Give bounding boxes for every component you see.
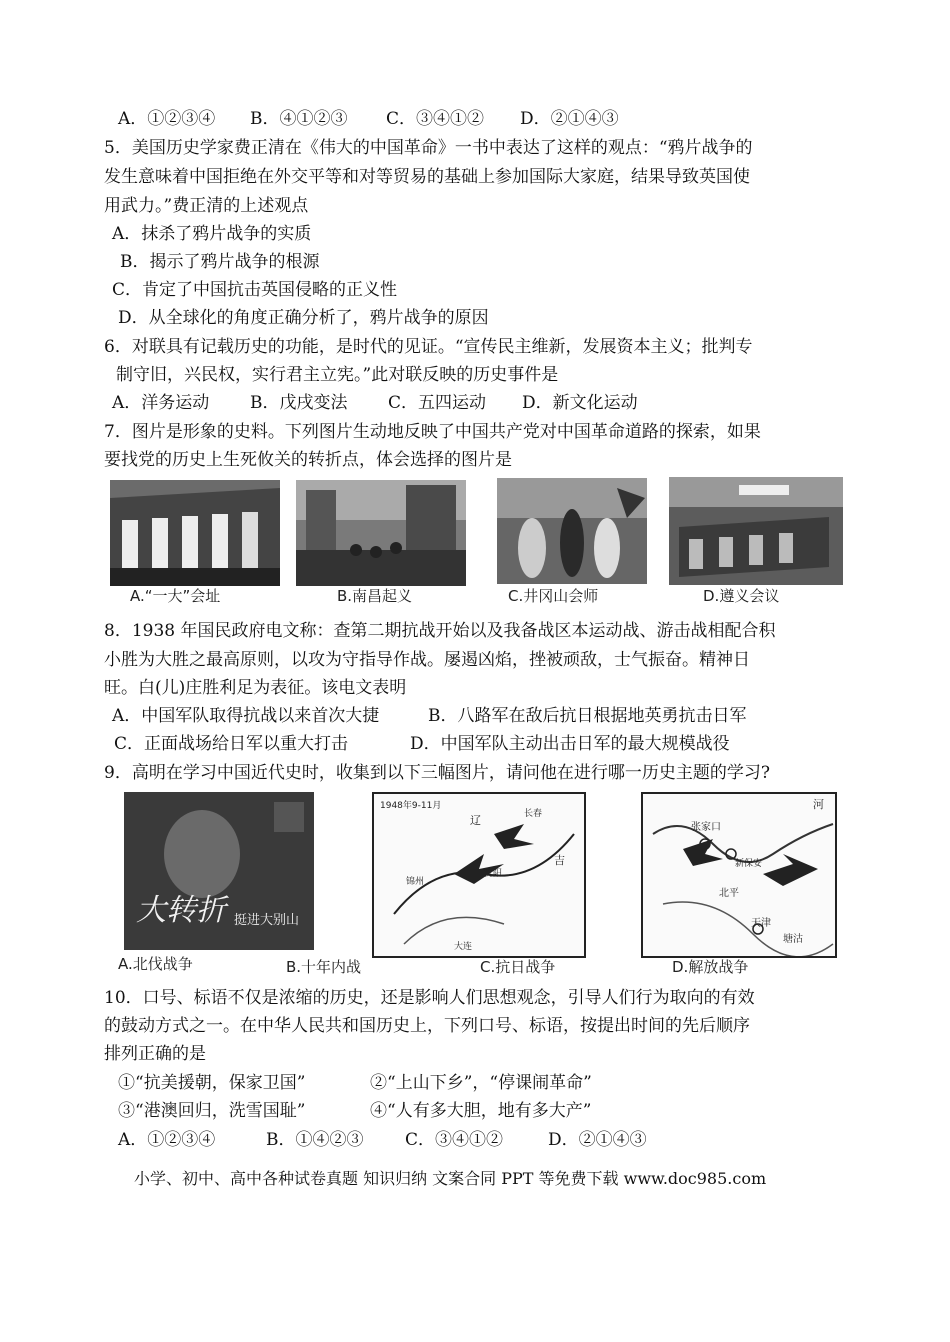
q7-stem-line-1: 7．图片是形象的史料。下列图片生动地反映了中国共产党对中国革命道路的探索，如果 bbox=[104, 422, 761, 442]
q9-stem: 9．高明在学习中国近代史时，收集到以下三幅图片，请问他在进行哪一历史主题的学习? bbox=[104, 763, 770, 783]
q9-map-c-label-2: 新保安 bbox=[735, 859, 763, 869]
q7-caption-d: D.遵义会议 bbox=[703, 587, 780, 605]
q6-option-d: D．新文化运动 bbox=[522, 393, 638, 413]
q10-option-c: C．③④①② bbox=[405, 1130, 504, 1150]
q9-map-c-label-4: 天津 bbox=[751, 918, 771, 929]
q6-option-b: B．戊戌变法 bbox=[250, 393, 348, 413]
q9-map-b-label-4: 辽 bbox=[470, 814, 481, 827]
q5-stem-line-1: 5．美国历史学家费正清在《伟大的中国革命》一书中表达了这样的观点：“鸦片战争的 bbox=[104, 138, 753, 158]
q5-option-b: B．揭示了鸦片战争的根源 bbox=[120, 252, 320, 272]
q5-option-a: A．抹杀了鸦片战争的实质 bbox=[112, 224, 312, 244]
q9-map-b-date: 1948年9-11月 bbox=[380, 801, 442, 811]
q4-option-c: C．③④①② bbox=[386, 109, 485, 129]
q4-option-b: B．④①②③ bbox=[250, 109, 348, 129]
q9-map-b-label-5: 吉 bbox=[554, 854, 565, 867]
q5-option-d: D．从全球化的角度正确分析了，鸦片战争的原因 bbox=[118, 308, 489, 328]
q9-map-b-liaoshen bbox=[372, 792, 586, 958]
q7-caption-a: A.“一大”会址 bbox=[130, 587, 221, 605]
q9-map-b-label-1: 锦州 bbox=[406, 877, 425, 887]
q6-option-c: C．五四运动 bbox=[388, 393, 487, 413]
q9-poster-subtitle: 挺进大别山 bbox=[234, 913, 300, 928]
q6-stem-line-2: 制守旧，兴民权，实行君主立宪。”此对联反映的历史事件是 bbox=[116, 365, 559, 385]
q4-option-d: D．②①④③ bbox=[520, 109, 619, 129]
q9-map-c-label-6: 河 bbox=[813, 798, 824, 811]
q9-caption-a: A.北伐战争 bbox=[118, 955, 193, 973]
q10-option-d: D．②①④③ bbox=[548, 1130, 647, 1150]
q7-caption-b: B.南昌起义 bbox=[337, 587, 413, 605]
q9-map-c-pingjin bbox=[641, 792, 837, 958]
q9-map-c-label-1: 张家口 bbox=[691, 822, 721, 833]
q10-stem-line-3: 排列正确的是 bbox=[104, 1044, 206, 1064]
q10-stem-line-2: 的鼓动方式之一。在中华人民共和国历史上，下列口号、标语，按提出时间的先后顺序 bbox=[104, 1016, 750, 1036]
q8-option-d: D．中国军队主动出击日军的最大规模战役 bbox=[410, 734, 730, 754]
q10-item-2: ②“上山下乡”，“停课闹革命” bbox=[370, 1073, 592, 1093]
q5-option-c: C．肯定了中国抗击英国侵略的正义性 bbox=[112, 280, 398, 300]
q7-photo-c-jinggangshan-meeting bbox=[497, 478, 647, 584]
q9-map-b-label-6: 大连 bbox=[454, 942, 473, 952]
q10-option-a: A．①②③④ bbox=[118, 1130, 216, 1150]
q5-stem-line-2: 发生意味着中国拒绝在外交平等和对等贸易的基础上参加国际大家庭，结果导致英国使 bbox=[104, 167, 750, 187]
q9-poster-title: 大转折 bbox=[136, 893, 226, 928]
q10-item-1: ①“抗美援朝，保家卫国” bbox=[118, 1073, 306, 1093]
q9-caption-c: C.抗日战争 bbox=[480, 958, 556, 976]
q9-map-b-label-2: 沈阳 bbox=[484, 869, 503, 879]
q9-map-b-label-3: 长春 bbox=[524, 809, 543, 819]
q10-item-4: ④“人有多大胆，地有多大产” bbox=[370, 1101, 592, 1121]
q10-option-b: B．①④②③ bbox=[266, 1130, 364, 1150]
q6-stem-line-1: 6．对联具有记载历史的功能，是时代的见证。“宣传民主维新，发展资本主义；批判专 bbox=[104, 337, 753, 357]
q9-map-c-label-3: 北平 bbox=[719, 888, 739, 899]
q5-stem-line-3: 用武力。”费正清的上述观点 bbox=[104, 196, 309, 216]
q8-stem-line-3: 旺。白(儿)庄胜利足为表征。该电文表明 bbox=[104, 678, 407, 698]
q7-stem-line-2: 要找党的历史上生死攸关的转折点，体会选择的图片是 bbox=[104, 450, 512, 470]
q9-map-c-label-5: 塘沽 bbox=[783, 934, 803, 945]
q4-option-a: A．①②③④ bbox=[118, 109, 216, 129]
q10-stem-line-1: 10．口号、标语不仅是浓缩的历史，还是影响人们思想观念，引导人们行为取向的有效 bbox=[104, 988, 755, 1008]
q7-photo-a-yida-site bbox=[110, 480, 280, 586]
q6-option-a: A．洋务运动 bbox=[112, 393, 210, 413]
q8-option-b: B．八路军在敌后抗日根据地英勇抗击日军 bbox=[428, 706, 747, 726]
q7-photo-d-zunyi-conference bbox=[669, 477, 843, 585]
q8-option-a: A．中国军队取得抗战以来首次大捷 bbox=[112, 706, 380, 726]
page-footer: 小学、初中、高中各种试卷真题 知识归纳 文案合同 PPT 等免费下载 www.doc985.com bbox=[134, 1169, 767, 1188]
q9-caption-b: B.十年内战 bbox=[286, 958, 362, 976]
q8-option-c: C．正面战场给日军以重大打击 bbox=[114, 734, 349, 754]
q8-stem-line-2: 小胜为大胜之最高原则，以攻为守指导作战。屡遏凶焰，挫被顽敌，士气振奋。精神日 bbox=[104, 650, 750, 670]
q7-caption-c: C.井冈山会师 bbox=[508, 587, 599, 605]
q8-stem-line-1: 8．1938 年国民政府电文称：查第二期抗战开始以及我备战区本运动战、游击战相配合积 bbox=[104, 621, 776, 641]
q9-caption-d: D.解放战争 bbox=[672, 958, 749, 976]
q9-photo-a-poster bbox=[124, 792, 314, 950]
q10-item-3: ③“港澳回归，洗雪国耻” bbox=[118, 1101, 306, 1121]
q7-photo-b-nanchang-uprising bbox=[296, 480, 466, 586]
